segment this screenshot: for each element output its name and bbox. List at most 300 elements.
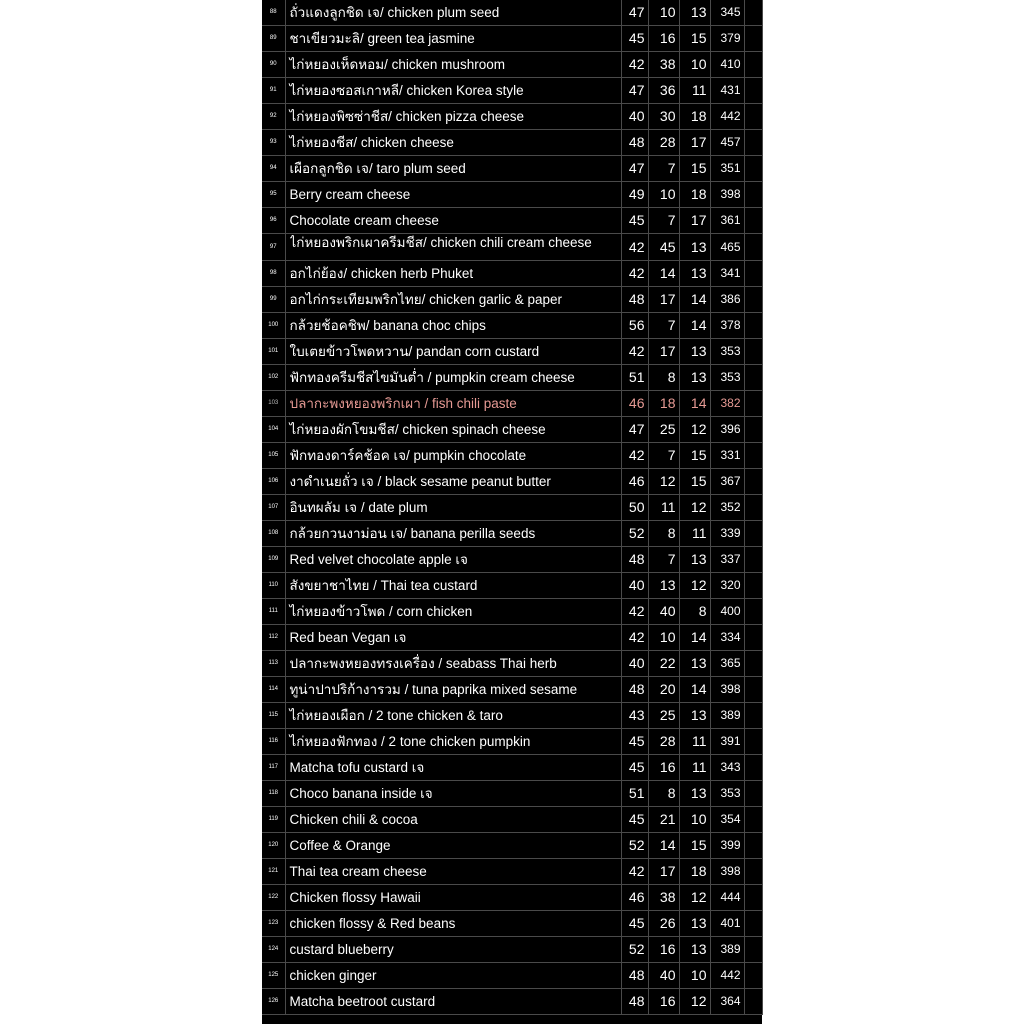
row-number[interactable]: 110 bbox=[262, 573, 285, 599]
item-name[interactable] bbox=[285, 963, 621, 989]
row-number[interactable]: 125 bbox=[262, 963, 285, 989]
empty-cell[interactable] bbox=[744, 989, 762, 1015]
value-col-3[interactable]: 15 bbox=[679, 469, 710, 495]
table-row[interactable] bbox=[262, 391, 762, 417]
value-col-2[interactable]: 17 bbox=[648, 339, 679, 365]
value-col-1[interactable]: 42 bbox=[621, 599, 648, 625]
value-col-3[interactable]: 11 bbox=[679, 755, 710, 781]
row-number[interactable]: 117 bbox=[262, 755, 285, 781]
empty-cell[interactable] bbox=[744, 651, 762, 677]
row-number[interactable]: 112 bbox=[262, 625, 285, 651]
item-name[interactable] bbox=[285, 339, 621, 365]
empty-cell[interactable] bbox=[744, 313, 762, 339]
value-col-4[interactable]: 351 bbox=[710, 156, 744, 182]
value-col-2[interactable]: 11 bbox=[648, 495, 679, 521]
table-row[interactable] bbox=[262, 859, 762, 885]
value-col-2[interactable]: 10 bbox=[648, 182, 679, 208]
value-col-2[interactable]: 16 bbox=[648, 26, 679, 52]
table-row[interactable] bbox=[262, 52, 762, 78]
item-name[interactable] bbox=[285, 521, 621, 547]
row-number[interactable]: 99 bbox=[262, 287, 285, 313]
value-col-1[interactable]: 42 bbox=[621, 859, 648, 885]
empty-cell[interactable] bbox=[744, 521, 762, 547]
value-col-2[interactable]: 38 bbox=[648, 52, 679, 78]
value-col-3[interactable]: 8 bbox=[679, 599, 710, 625]
table-row[interactable] bbox=[262, 156, 762, 182]
value-col-4[interactable]: 334 bbox=[710, 625, 744, 651]
empty-cell[interactable] bbox=[744, 781, 762, 807]
value-col-1[interactable]: 48 bbox=[621, 963, 648, 989]
item-name[interactable] bbox=[285, 443, 621, 469]
row-number[interactable]: 106 bbox=[262, 469, 285, 495]
value-col-4[interactable]: 465 bbox=[710, 234, 744, 261]
table-row[interactable] bbox=[262, 261, 762, 287]
value-col-1[interactable]: 42 bbox=[621, 234, 648, 261]
value-col-1[interactable]: 47 bbox=[621, 78, 648, 104]
empty-cell[interactable] bbox=[744, 963, 762, 989]
value-col-4[interactable]: 353 bbox=[710, 781, 744, 807]
value-col-4[interactable]: 353 bbox=[710, 339, 744, 365]
table-row[interactable] bbox=[262, 911, 762, 937]
empty-cell[interactable] bbox=[744, 807, 762, 833]
row-number[interactable]: 90 bbox=[262, 52, 285, 78]
value-col-1[interactable]: 48 bbox=[621, 130, 648, 156]
value-col-3[interactable]: 12 bbox=[679, 989, 710, 1015]
row-number[interactable]: 92 bbox=[262, 104, 285, 130]
value-col-1[interactable]: 42 bbox=[621, 261, 648, 287]
value-col-3[interactable]: 14 bbox=[679, 391, 710, 417]
row-number[interactable]: 103 bbox=[262, 391, 285, 417]
empty-cell[interactable] bbox=[744, 104, 762, 130]
value-col-1[interactable]: 50 bbox=[621, 495, 648, 521]
value-col-2[interactable]: 14 bbox=[648, 833, 679, 859]
value-col-2[interactable]: 17 bbox=[648, 859, 679, 885]
value-col-2[interactable]: 16 bbox=[648, 755, 679, 781]
value-col-1[interactable]: 45 bbox=[621, 755, 648, 781]
value-col-3[interactable]: 10 bbox=[679, 963, 710, 989]
empty-cell[interactable] bbox=[744, 130, 762, 156]
item-name[interactable] bbox=[285, 417, 621, 443]
value-col-2[interactable]: 8 bbox=[648, 781, 679, 807]
row-number[interactable]: 108 bbox=[262, 521, 285, 547]
row-number[interactable]: 123 bbox=[262, 911, 285, 937]
table-row[interactable] bbox=[262, 287, 762, 313]
value-col-2[interactable]: 7 bbox=[648, 547, 679, 573]
item-name[interactable] bbox=[285, 104, 621, 130]
row-number[interactable]: 89 bbox=[262, 26, 285, 52]
item-name[interactable] bbox=[285, 677, 621, 703]
table-row[interactable] bbox=[262, 104, 762, 130]
value-col-1[interactable]: 45 bbox=[621, 911, 648, 937]
empty-cell[interactable] bbox=[744, 78, 762, 104]
item-name[interactable] bbox=[285, 885, 621, 911]
value-col-2[interactable]: 36 bbox=[648, 78, 679, 104]
table-row[interactable] bbox=[262, 339, 762, 365]
item-name[interactable] bbox=[285, 651, 621, 677]
table-row[interactable] bbox=[262, 937, 762, 963]
item-name[interactable] bbox=[285, 313, 621, 339]
row-number[interactable]: 118 bbox=[262, 781, 285, 807]
value-col-2[interactable]: 10 bbox=[648, 0, 679, 26]
row-number[interactable]: 102 bbox=[262, 365, 285, 391]
empty-cell[interactable] bbox=[744, 573, 762, 599]
table-row[interactable] bbox=[262, 807, 762, 833]
row-number[interactable]: 120 bbox=[262, 833, 285, 859]
item-name[interactable] bbox=[285, 911, 621, 937]
value-col-2[interactable]: 40 bbox=[648, 963, 679, 989]
value-col-4[interactable]: 391 bbox=[710, 729, 744, 755]
value-col-3[interactable]: 17 bbox=[679, 208, 710, 234]
table-row[interactable] bbox=[262, 182, 762, 208]
value-col-2[interactable]: 7 bbox=[648, 156, 679, 182]
row-number[interactable]: 122 bbox=[262, 885, 285, 911]
value-col-1[interactable]: 46 bbox=[621, 469, 648, 495]
value-col-1[interactable]: 52 bbox=[621, 937, 648, 963]
value-col-1[interactable]: 51 bbox=[621, 781, 648, 807]
row-number[interactable]: 100 bbox=[262, 313, 285, 339]
empty-cell[interactable] bbox=[744, 495, 762, 521]
value-col-4[interactable]: 343 bbox=[710, 755, 744, 781]
value-col-3[interactable]: 13 bbox=[679, 234, 710, 261]
value-col-3[interactable]: 10 bbox=[679, 807, 710, 833]
value-col-3[interactable]: 11 bbox=[679, 78, 710, 104]
item-name[interactable] bbox=[285, 755, 621, 781]
value-col-2[interactable]: 25 bbox=[648, 417, 679, 443]
value-col-1[interactable]: 51 bbox=[621, 365, 648, 391]
item-name[interactable] bbox=[285, 547, 621, 573]
value-col-2[interactable]: 16 bbox=[648, 989, 679, 1015]
value-col-3[interactable]: 11 bbox=[679, 521, 710, 547]
value-col-3[interactable]: 10 bbox=[679, 52, 710, 78]
row-number[interactable]: 124 bbox=[262, 937, 285, 963]
table-row[interactable] bbox=[262, 313, 762, 339]
value-col-1[interactable]: 42 bbox=[621, 625, 648, 651]
table-row[interactable] bbox=[262, 417, 762, 443]
value-col-2[interactable]: 40 bbox=[648, 599, 679, 625]
empty-cell[interactable] bbox=[744, 365, 762, 391]
item-name[interactable] bbox=[285, 937, 621, 963]
table-row[interactable] bbox=[262, 885, 762, 911]
empty-cell[interactable] bbox=[744, 208, 762, 234]
table-row[interactable] bbox=[262, 833, 762, 859]
value-col-1[interactable]: 48 bbox=[621, 287, 648, 313]
value-col-1[interactable]: 48 bbox=[621, 989, 648, 1015]
item-name[interactable] bbox=[285, 156, 621, 182]
table-row[interactable] bbox=[262, 963, 762, 989]
empty-cell[interactable] bbox=[744, 703, 762, 729]
item-name[interactable] bbox=[285, 208, 621, 234]
table-row[interactable] bbox=[262, 495, 762, 521]
table-row[interactable] bbox=[262, 703, 762, 729]
value-col-1[interactable]: 46 bbox=[621, 391, 648, 417]
value-col-2[interactable]: 16 bbox=[648, 937, 679, 963]
empty-cell[interactable] bbox=[744, 469, 762, 495]
value-col-3[interactable]: 14 bbox=[679, 313, 710, 339]
value-col-4[interactable]: 457 bbox=[710, 130, 744, 156]
item-name[interactable] bbox=[285, 365, 621, 391]
empty-cell[interactable] bbox=[744, 182, 762, 208]
value-col-4[interactable]: 379 bbox=[710, 26, 744, 52]
row-number[interactable]: 119 bbox=[262, 807, 285, 833]
value-col-1[interactable]: 49 bbox=[621, 182, 648, 208]
value-col-2[interactable]: 7 bbox=[648, 313, 679, 339]
item-name[interactable] bbox=[285, 703, 621, 729]
value-col-1[interactable]: 42 bbox=[621, 339, 648, 365]
value-col-2[interactable]: 45 bbox=[648, 234, 679, 261]
row-number[interactable]: 95 bbox=[262, 182, 285, 208]
value-col-2[interactable]: 10 bbox=[648, 625, 679, 651]
value-col-1[interactable]: 46 bbox=[621, 885, 648, 911]
table-row[interactable] bbox=[262, 26, 762, 52]
value-col-4[interactable]: 401 bbox=[710, 911, 744, 937]
value-col-4[interactable]: 398 bbox=[710, 859, 744, 885]
item-name[interactable] bbox=[285, 0, 621, 26]
value-col-2[interactable]: 30 bbox=[648, 104, 679, 130]
value-col-3[interactable]: 13 bbox=[679, 937, 710, 963]
value-col-4[interactable]: 398 bbox=[710, 182, 744, 208]
empty-cell[interactable] bbox=[744, 287, 762, 313]
value-col-3[interactable]: 13 bbox=[679, 365, 710, 391]
value-col-3[interactable]: 13 bbox=[679, 651, 710, 677]
value-col-2[interactable]: 26 bbox=[648, 911, 679, 937]
value-col-1[interactable]: 40 bbox=[621, 104, 648, 130]
row-number[interactable]: 114 bbox=[262, 677, 285, 703]
table-row[interactable] bbox=[262, 599, 762, 625]
item-name[interactable] bbox=[285, 807, 621, 833]
table-row[interactable] bbox=[262, 78, 762, 104]
table-row[interactable] bbox=[262, 547, 762, 573]
value-col-3[interactable]: 14 bbox=[679, 625, 710, 651]
value-col-4[interactable]: 389 bbox=[710, 937, 744, 963]
item-name[interactable] bbox=[285, 182, 621, 208]
value-col-3[interactable]: 13 bbox=[679, 911, 710, 937]
value-col-4[interactable]: 337 bbox=[710, 547, 744, 573]
table-row[interactable] bbox=[262, 677, 762, 703]
value-col-1[interactable]: 42 bbox=[621, 443, 648, 469]
value-col-4[interactable]: 378 bbox=[710, 313, 744, 339]
value-col-3[interactable]: 18 bbox=[679, 859, 710, 885]
value-col-4[interactable]: 444 bbox=[710, 885, 744, 911]
table-row[interactable] bbox=[262, 651, 762, 677]
table-row[interactable] bbox=[262, 755, 762, 781]
value-col-2[interactable]: 17 bbox=[648, 287, 679, 313]
value-col-3[interactable]: 12 bbox=[679, 573, 710, 599]
value-col-2[interactable]: 21 bbox=[648, 807, 679, 833]
row-number[interactable]: 97 bbox=[262, 234, 285, 261]
value-col-3[interactable]: 13 bbox=[679, 703, 710, 729]
value-col-4[interactable]: 442 bbox=[710, 963, 744, 989]
item-name[interactable] bbox=[285, 833, 621, 859]
empty-cell[interactable] bbox=[744, 0, 762, 26]
row-number[interactable]: 101 bbox=[262, 339, 285, 365]
empty-cell[interactable] bbox=[744, 755, 762, 781]
table-row[interactable] bbox=[262, 989, 762, 1015]
value-col-2[interactable]: 18 bbox=[648, 391, 679, 417]
table-row[interactable] bbox=[262, 234, 762, 261]
empty-cell[interactable] bbox=[744, 261, 762, 287]
value-col-1[interactable]: 43 bbox=[621, 703, 648, 729]
value-col-2[interactable]: 12 bbox=[648, 469, 679, 495]
item-name[interactable] bbox=[285, 625, 621, 651]
table-row[interactable] bbox=[262, 729, 762, 755]
row-number[interactable]: 98 bbox=[262, 261, 285, 287]
value-col-1[interactable]: 40 bbox=[621, 573, 648, 599]
item-name[interactable] bbox=[285, 599, 621, 625]
value-col-3[interactable]: 15 bbox=[679, 833, 710, 859]
item-name[interactable] bbox=[285, 495, 621, 521]
table-row[interactable] bbox=[262, 365, 762, 391]
value-col-2[interactable]: 13 bbox=[648, 573, 679, 599]
table-row[interactable] bbox=[262, 208, 762, 234]
table-row[interactable] bbox=[262, 443, 762, 469]
value-col-1[interactable]: 40 bbox=[621, 651, 648, 677]
value-col-2[interactable]: 8 bbox=[648, 365, 679, 391]
empty-cell[interactable] bbox=[744, 729, 762, 755]
row-number[interactable]: 116 bbox=[262, 729, 285, 755]
item-name[interactable] bbox=[285, 52, 621, 78]
row-number[interactable]: 109 bbox=[262, 547, 285, 573]
row-number[interactable]: 105 bbox=[262, 443, 285, 469]
empty-cell[interactable] bbox=[744, 599, 762, 625]
empty-cell[interactable] bbox=[744, 339, 762, 365]
value-col-3[interactable]: 13 bbox=[679, 547, 710, 573]
item-name[interactable] bbox=[285, 234, 621, 261]
table-row[interactable] bbox=[262, 573, 762, 599]
value-col-3[interactable]: 14 bbox=[679, 287, 710, 313]
value-col-4[interactable]: 339 bbox=[710, 521, 744, 547]
value-col-4[interactable]: 354 bbox=[710, 807, 744, 833]
empty-cell[interactable] bbox=[744, 391, 762, 417]
value-col-4[interactable]: 386 bbox=[710, 287, 744, 313]
table-row[interactable] bbox=[262, 521, 762, 547]
empty-cell[interactable] bbox=[744, 52, 762, 78]
table-row[interactable] bbox=[262, 625, 762, 651]
value-col-1[interactable]: 45 bbox=[621, 26, 648, 52]
value-col-3[interactable]: 12 bbox=[679, 495, 710, 521]
value-col-3[interactable]: 18 bbox=[679, 182, 710, 208]
table-row[interactable] bbox=[262, 781, 762, 807]
row-number[interactable]: 104 bbox=[262, 417, 285, 443]
value-col-2[interactable]: 28 bbox=[648, 729, 679, 755]
value-col-3[interactable]: 11 bbox=[679, 729, 710, 755]
row-number[interactable]: 94 bbox=[262, 156, 285, 182]
value-col-4[interactable]: 398 bbox=[710, 677, 744, 703]
value-col-4[interactable]: 352 bbox=[710, 495, 744, 521]
value-col-2[interactable]: 22 bbox=[648, 651, 679, 677]
empty-cell[interactable] bbox=[744, 547, 762, 573]
value-col-1[interactable]: 47 bbox=[621, 0, 648, 26]
empty-cell[interactable] bbox=[744, 937, 762, 963]
value-col-4[interactable]: 341 bbox=[710, 261, 744, 287]
item-name[interactable] bbox=[285, 859, 621, 885]
value-col-3[interactable]: 12 bbox=[679, 417, 710, 443]
empty-cell[interactable] bbox=[744, 443, 762, 469]
value-col-3[interactable]: 13 bbox=[679, 0, 710, 26]
value-col-1[interactable]: 48 bbox=[621, 677, 648, 703]
value-col-2[interactable]: 25 bbox=[648, 703, 679, 729]
empty-cell[interactable] bbox=[744, 677, 762, 703]
value-col-1[interactable]: 47 bbox=[621, 156, 648, 182]
item-name[interactable] bbox=[285, 130, 621, 156]
value-col-1[interactable]: 52 bbox=[621, 833, 648, 859]
table-row[interactable] bbox=[262, 0, 762, 26]
value-col-1[interactable]: 47 bbox=[621, 417, 648, 443]
empty-cell[interactable] bbox=[744, 885, 762, 911]
row-number[interactable]: 113 bbox=[262, 651, 285, 677]
value-col-2[interactable]: 20 bbox=[648, 677, 679, 703]
empty-cell[interactable] bbox=[744, 156, 762, 182]
value-col-3[interactable]: 15 bbox=[679, 26, 710, 52]
value-col-1[interactable]: 48 bbox=[621, 547, 648, 573]
value-col-4[interactable]: 400 bbox=[710, 599, 744, 625]
item-name[interactable] bbox=[285, 781, 621, 807]
row-number[interactable]: 115 bbox=[262, 703, 285, 729]
row-number[interactable]: 121 bbox=[262, 859, 285, 885]
value-col-2[interactable]: 7 bbox=[648, 443, 679, 469]
row-number[interactable]: 107 bbox=[262, 495, 285, 521]
empty-cell[interactable] bbox=[744, 911, 762, 937]
value-col-4[interactable]: 389 bbox=[710, 703, 744, 729]
item-name[interactable] bbox=[285, 26, 621, 52]
item-name[interactable] bbox=[285, 78, 621, 104]
value-col-2[interactable]: 8 bbox=[648, 521, 679, 547]
value-col-3[interactable]: 13 bbox=[679, 339, 710, 365]
item-name[interactable] bbox=[285, 989, 621, 1015]
row-number[interactable]: 111 bbox=[262, 599, 285, 625]
table-row[interactable] bbox=[262, 130, 762, 156]
empty-cell[interactable] bbox=[744, 26, 762, 52]
value-col-2[interactable]: 28 bbox=[648, 130, 679, 156]
value-col-4[interactable]: 431 bbox=[710, 78, 744, 104]
item-name[interactable] bbox=[285, 469, 621, 495]
value-col-1[interactable]: 45 bbox=[621, 807, 648, 833]
value-col-2[interactable]: 38 bbox=[648, 885, 679, 911]
row-number[interactable]: 93 bbox=[262, 130, 285, 156]
value-col-4[interactable]: 364 bbox=[710, 989, 744, 1015]
row-number[interactable]: 96 bbox=[262, 208, 285, 234]
item-name[interactable] bbox=[285, 261, 621, 287]
item-name[interactable] bbox=[285, 729, 621, 755]
value-col-4[interactable]: 399 bbox=[710, 833, 744, 859]
value-col-1[interactable]: 56 bbox=[621, 313, 648, 339]
value-col-4[interactable]: 331 bbox=[710, 443, 744, 469]
empty-cell[interactable] bbox=[744, 234, 762, 261]
value-col-4[interactable]: 410 bbox=[710, 52, 744, 78]
item-name[interactable] bbox=[285, 287, 621, 313]
empty-cell[interactable] bbox=[744, 859, 762, 885]
value-col-4[interactable]: 382 bbox=[710, 391, 744, 417]
value-col-3[interactable]: 15 bbox=[679, 443, 710, 469]
value-col-4[interactable]: 345 bbox=[710, 0, 744, 26]
value-col-4[interactable]: 353 bbox=[710, 365, 744, 391]
value-col-3[interactable]: 14 bbox=[679, 677, 710, 703]
value-col-4[interactable]: 365 bbox=[710, 651, 744, 677]
item-name[interactable] bbox=[285, 573, 621, 599]
value-col-3[interactable]: 13 bbox=[679, 261, 710, 287]
value-col-4[interactable]: 442 bbox=[710, 104, 744, 130]
empty-cell[interactable] bbox=[744, 833, 762, 859]
value-col-1[interactable]: 52 bbox=[621, 521, 648, 547]
value-col-4[interactable]: 367 bbox=[710, 469, 744, 495]
value-col-4[interactable]: 396 bbox=[710, 417, 744, 443]
value-col-3[interactable]: 13 bbox=[679, 781, 710, 807]
item-name[interactable] bbox=[285, 391, 621, 417]
value-col-3[interactable]: 18 bbox=[679, 104, 710, 130]
row-number[interactable]: 91 bbox=[262, 78, 285, 104]
value-col-4[interactable]: 320 bbox=[710, 573, 744, 599]
value-col-1[interactable]: 45 bbox=[621, 729, 648, 755]
value-col-3[interactable]: 17 bbox=[679, 130, 710, 156]
